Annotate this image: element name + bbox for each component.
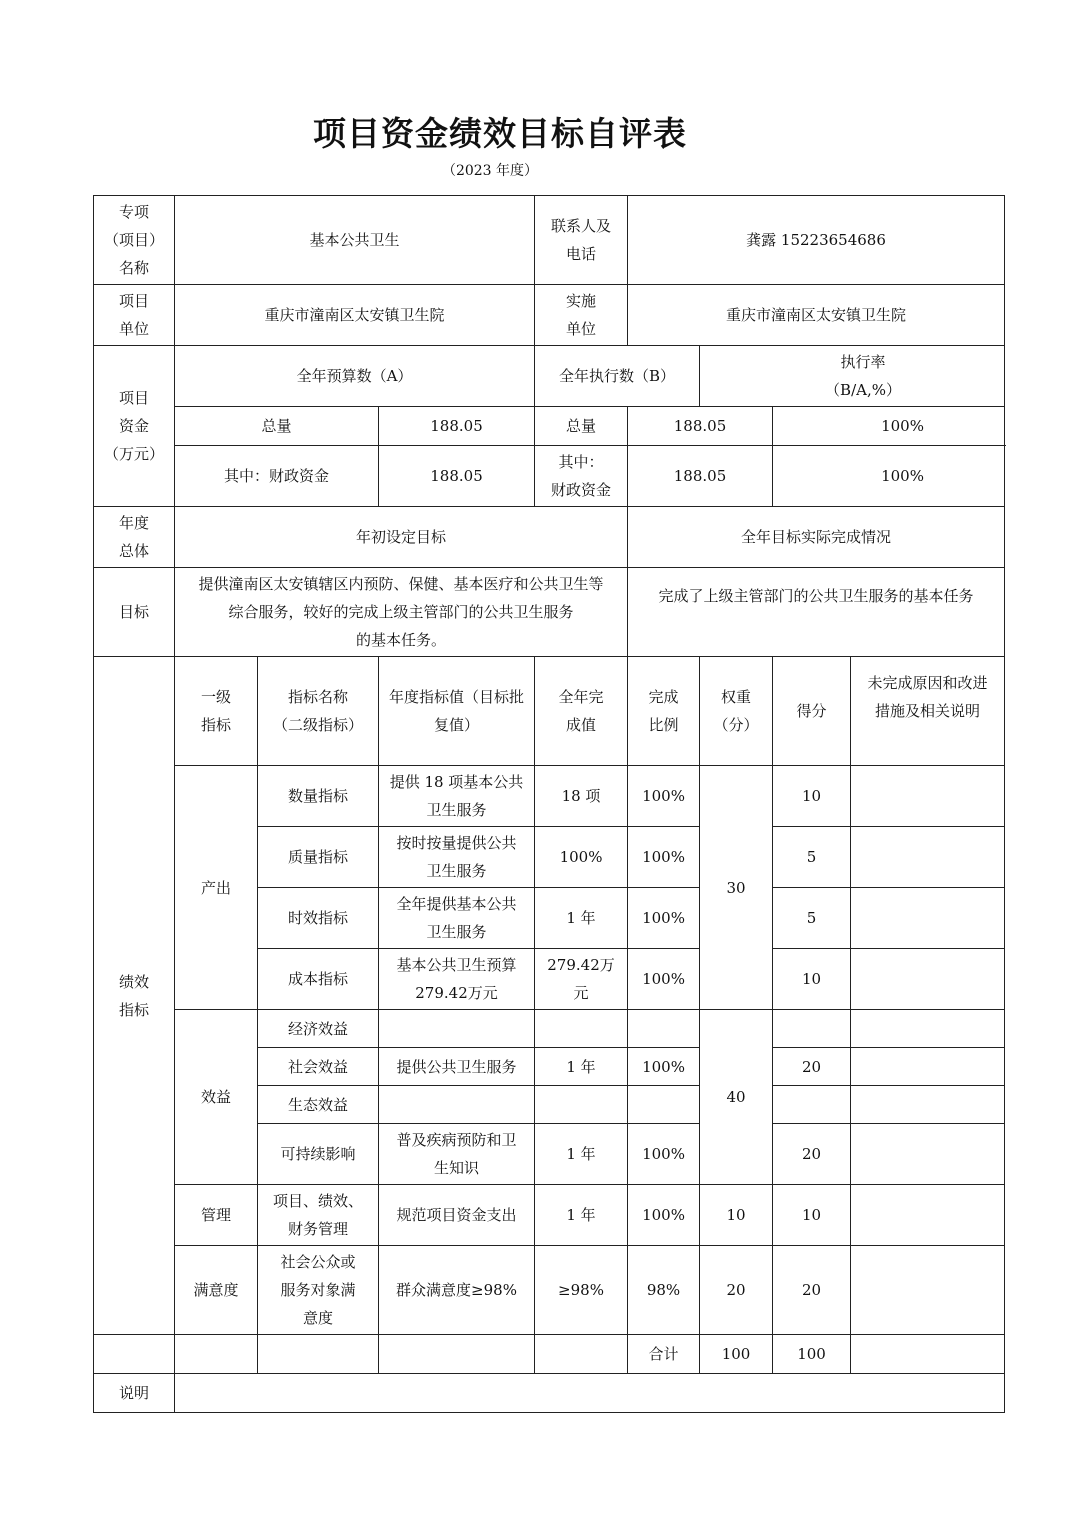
contact-label: 联系人及 电话 (535, 196, 628, 285)
indicator-name: 数量指标 (258, 766, 379, 827)
indicator-score: 10 (773, 1185, 851, 1246)
indicator-reason (851, 827, 1005, 888)
header-level1: 一级 指标 (175, 657, 258, 766)
total-rate: 100% (773, 407, 1005, 446)
rate-header: 执行率 （B/A,%） (700, 346, 1005, 407)
total-row-blank (175, 1335, 258, 1374)
project-unit-label: 项目 单位 (94, 285, 175, 346)
indicator-name: 成本指标 (258, 949, 379, 1010)
indicator-name: 时效指标 (258, 888, 379, 949)
indicator-ratio (628, 1010, 700, 1048)
fiscal-exec-label: 其中： 财政资金 (535, 446, 628, 507)
indicator-ratio: 100% (628, 888, 700, 949)
total-row-blank (258, 1335, 379, 1374)
indicator-actual: 1 年 (535, 888, 628, 949)
indicator-name: 可持续影响 (258, 1124, 379, 1185)
indicator-name: 生态效益 (258, 1086, 379, 1124)
indicator-ratio: 100% (628, 1124, 700, 1185)
indicator-reason (851, 1185, 1005, 1246)
indicator-actual: ≥98% (535, 1246, 628, 1335)
actual-goal-header: 全年目标实际完成情况 (628, 507, 1005, 568)
indicator-ratio: 100% (628, 1048, 700, 1086)
indicator-actual: 279.42万 元 (535, 949, 628, 1010)
indicator-target (379, 1010, 535, 1048)
indicator-target: 群众满意度≥98% (379, 1246, 535, 1335)
initial-goal-header: 年初设定目标 (175, 507, 628, 568)
indicator-reason (851, 1086, 1005, 1124)
total-weight: 100 (700, 1335, 773, 1374)
indicator-name: 社会公众或 服务对象满 意度 (258, 1246, 379, 1335)
indicator-reason (851, 766, 1005, 827)
indicator-score: 10 (773, 766, 851, 827)
budget-header: 全年预算数（A） (175, 346, 535, 407)
indicator-reason (851, 1048, 1005, 1086)
indicator-score: 5 (773, 888, 851, 949)
year-label: （2023 年度） (441, 163, 539, 179)
header-name: 指标名称 （二级指标） (258, 657, 379, 766)
total-row-blank (535, 1335, 628, 1374)
indicator-name: 经济效益 (258, 1010, 379, 1048)
mgmt-label: 管理 (175, 1185, 258, 1246)
satisfaction-label: 满意度 (175, 1246, 258, 1335)
initial-goal-text: 提供潼南区太安镇辖区内预防、保健、基本医疗和公共卫生等 综合服务，较好的完成上级主管部门的公共卫生服务 的基本任务。 (175, 568, 628, 657)
indicator-score: 10 (773, 949, 851, 1010)
output-weight: 30 (700, 766, 773, 1010)
indicator-ratio: 98% (628, 1246, 700, 1335)
fiscal-budget-label: 其中：财政资金 (175, 446, 379, 507)
indicator-target (379, 1086, 535, 1124)
output-label: 产出 (175, 766, 258, 1010)
page-title: 项目资金绩效目标自评表 (313, 114, 687, 153)
project-name-label: 专项 （项目） 名称 (94, 196, 175, 285)
indicator-name: 项目、绩效、 财务管理 (258, 1185, 379, 1246)
notes-label: 说明 (94, 1374, 175, 1413)
indicator-target: 规范项目资金支出 (379, 1185, 535, 1246)
total-exec: 188.05 (628, 407, 773, 446)
indicator-ratio: 100% (628, 1185, 700, 1246)
indicator-ratio: 100% (628, 827, 700, 888)
indicator-actual: 1 年 (535, 1185, 628, 1246)
fiscal-budget: 188.05 (379, 446, 535, 507)
funds-label: 项目 资金 （万元） (94, 346, 175, 507)
indicator-score: 20 (773, 1048, 851, 1086)
fiscal-exec: 188.05 (628, 446, 773, 507)
indicator-score: 20 (773, 1246, 851, 1335)
project-name: 基本公共卫生 (175, 196, 535, 285)
indicator-name: 社会效益 (258, 1048, 379, 1086)
indicator-name: 质量指标 (258, 827, 379, 888)
benefit-label: 效益 (175, 1010, 258, 1185)
indicator-target: 按时按量提供公共 卫生服务 (379, 827, 535, 888)
indicator-score: 5 (773, 827, 851, 888)
contact-value: 龚露 15223654686 (628, 196, 1005, 285)
indicator-reason (851, 949, 1005, 1010)
indicator-score (773, 1010, 851, 1048)
indicator-actual (535, 1086, 628, 1124)
indicator-actual: 100% (535, 827, 628, 888)
indicator-ratio: 100% (628, 949, 700, 1010)
indicator-target: 基本公共卫生预算 279.42万元 (379, 949, 535, 1010)
indicator-actual: 1 年 (535, 1124, 628, 1185)
indicator-ratio: 100% (628, 766, 700, 827)
total-row-blank (379, 1335, 535, 1374)
total-label: 合计 (628, 1335, 700, 1374)
indicator-reason (851, 1010, 1005, 1048)
evaluation-table (93, 195, 1005, 1413)
total-row-blank (851, 1335, 1005, 1374)
notes-content (175, 1374, 1005, 1413)
indicator-reason (851, 1246, 1005, 1335)
indicator-target: 普及疾病预防和卫 生知识 (379, 1124, 535, 1185)
total-row-blank (94, 1335, 175, 1374)
header-actual: 全年完 成值 (535, 657, 628, 766)
exec-header: 全年执行数（B） (535, 346, 700, 407)
indicator-target: 全年提供基本公共 卫生服务 (379, 888, 535, 949)
indicators-label: 绩效 指标 (94, 657, 175, 1335)
indicator-score (773, 1086, 851, 1124)
indicator-ratio (628, 1086, 700, 1124)
total-score: 100 (773, 1335, 851, 1374)
benefit-weight: 40 (700, 1010, 773, 1185)
actual-goal-text: 完成了上级主管部门的公共卫生服务的基本任务 (628, 568, 1005, 657)
project-unit: 重庆市潼南区太安镇卫生院 (175, 285, 535, 346)
indicator-reason (851, 1124, 1005, 1185)
total-budget: 188.05 (379, 407, 535, 446)
impl-unit-label: 实施 单位 (535, 285, 628, 346)
header-score: 得分 (773, 657, 851, 766)
header-ratio: 完成 比例 (628, 657, 700, 766)
total-budget-label: 总量 (175, 407, 379, 446)
indicator-score: 20 (773, 1124, 851, 1185)
indicator-actual: 18 项 (535, 766, 628, 827)
fiscal-rate: 100% (773, 446, 1005, 507)
indicator-reason (851, 888, 1005, 949)
indicator-target: 提供 18 项基本公共 卫生服务 (379, 766, 535, 827)
total-exec-label: 总量 (535, 407, 628, 446)
indicator-actual: 1 年 (535, 1048, 628, 1086)
goal-label: 目标 (94, 568, 175, 657)
header-weight: 权重 （分） (700, 657, 773, 766)
indicator-weight: 20 (700, 1246, 773, 1335)
overall-label: 年度 总体 (94, 507, 175, 568)
indicator-actual (535, 1010, 628, 1048)
impl-unit: 重庆市潼南区太安镇卫生院 (628, 285, 1005, 346)
indicator-weight: 10 (700, 1185, 773, 1246)
indicator-target: 提供公共卫生服务 (379, 1048, 535, 1086)
header-reason: 未完成原因和改进 措施及相关说明 (851, 657, 1005, 766)
header-target: 年度指标值（目标批 复值） (379, 657, 535, 766)
